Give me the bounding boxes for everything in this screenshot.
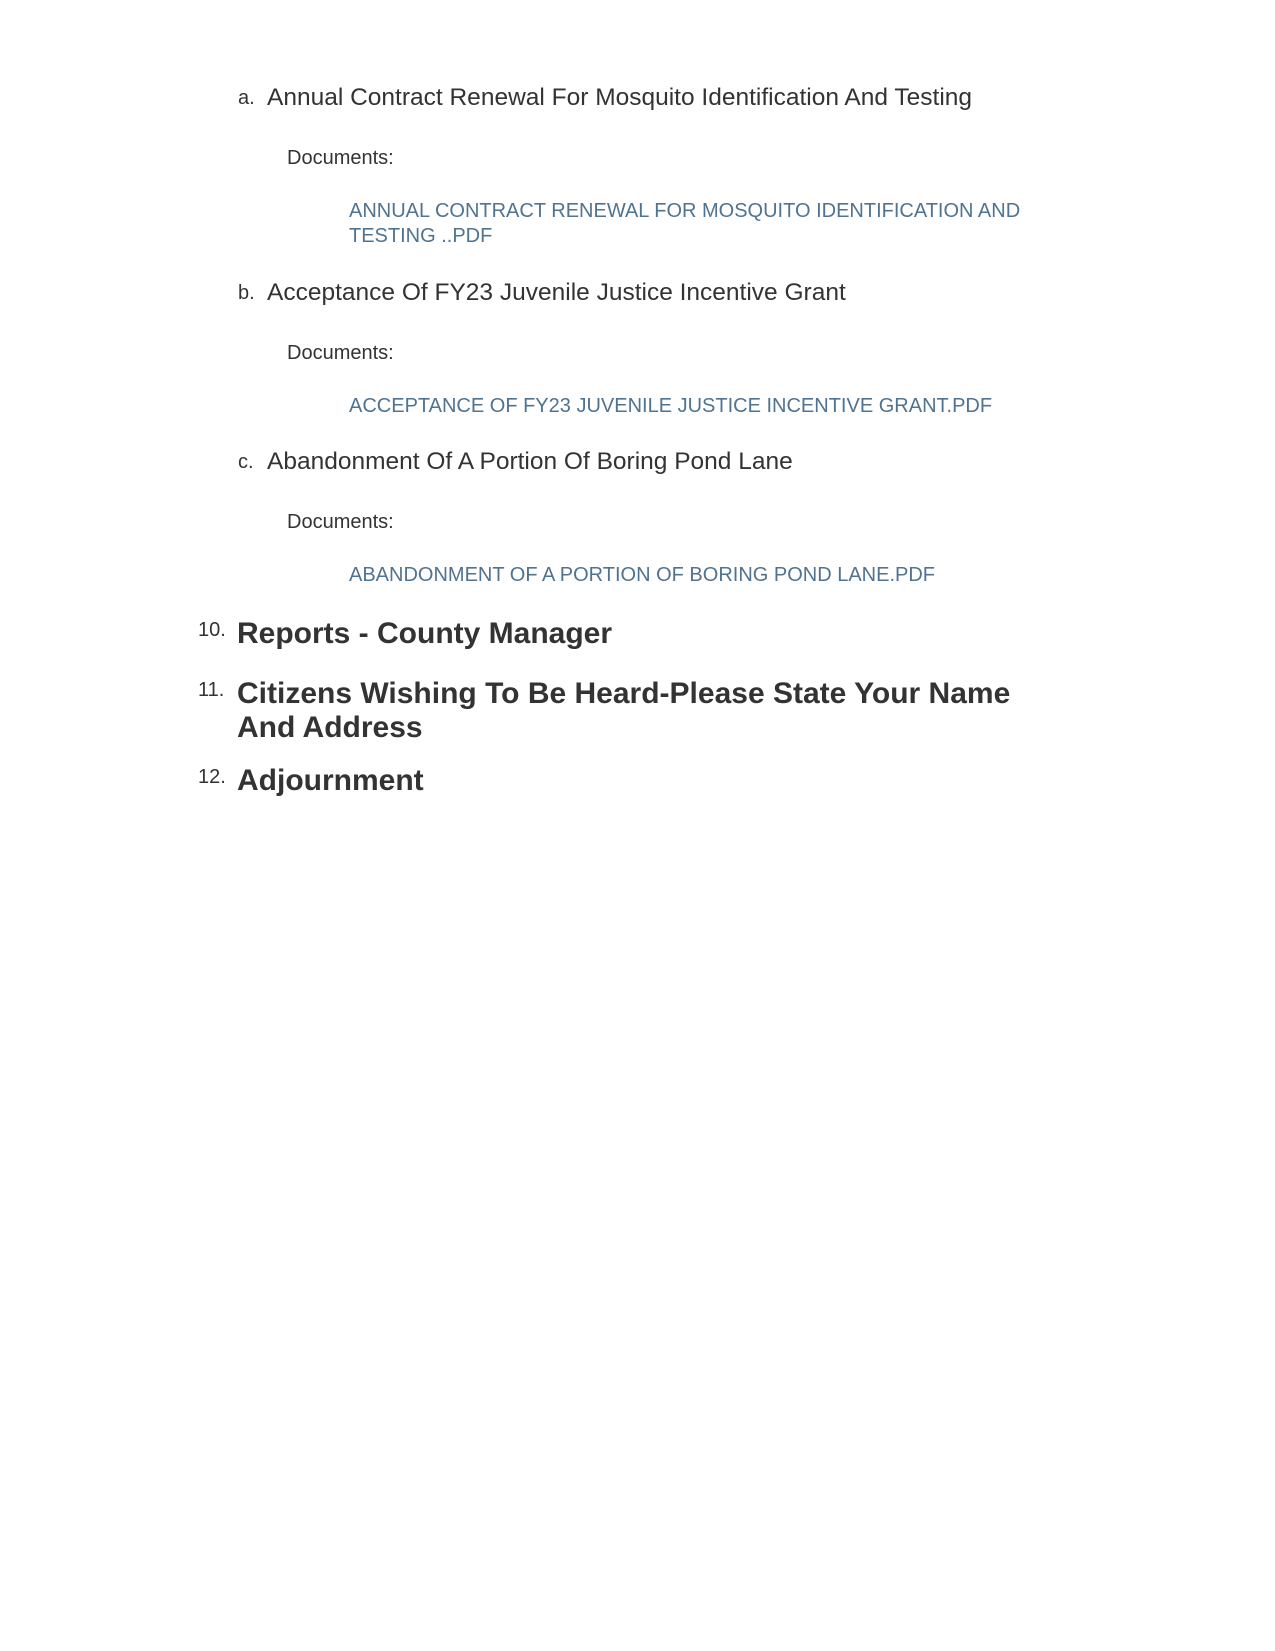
sub-item-title: Abandonment Of A Portion Of Boring Pond Lane xyxy=(267,448,793,475)
documents-label: Documents: xyxy=(287,147,394,169)
sub-item-marker: a. xyxy=(238,87,255,109)
document-link[interactable]: ANNUAL CONTRACT RENEWAL FOR MOSQUITO IDENTIFICATION AND TESTING ..PDF xyxy=(349,200,1021,247)
section-title: Reports - County Manager xyxy=(237,617,613,650)
item-number: 10. xyxy=(198,619,226,641)
sub-item-marker: b. xyxy=(238,282,255,304)
section-title: Adjournment xyxy=(237,764,424,797)
document-link[interactable]: ABANDONMENT OF A PORTION OF BORING POND LANE.PDF xyxy=(349,564,936,586)
documents-label: Documents: xyxy=(287,342,394,364)
section-title: Citizens Wishing To Be Heard-Please State Your Name And Address xyxy=(237,677,1011,744)
item-number: 11. xyxy=(198,679,225,701)
sub-item-title: Annual Contract Renewal For Mosquito Identification And Testing xyxy=(267,84,973,111)
document-link[interactable]: ACCEPTANCE OF FY23 JUVENILE JUSTICE INCENTIVE GRANT.PDF xyxy=(349,395,993,417)
sub-item-title: Acceptance Of FY23 Juvenile Justice Incentive Grant xyxy=(267,279,846,306)
documents-label: Documents: xyxy=(287,511,394,533)
item-number: 12. xyxy=(198,766,226,788)
sub-item-marker: c. xyxy=(238,451,254,473)
